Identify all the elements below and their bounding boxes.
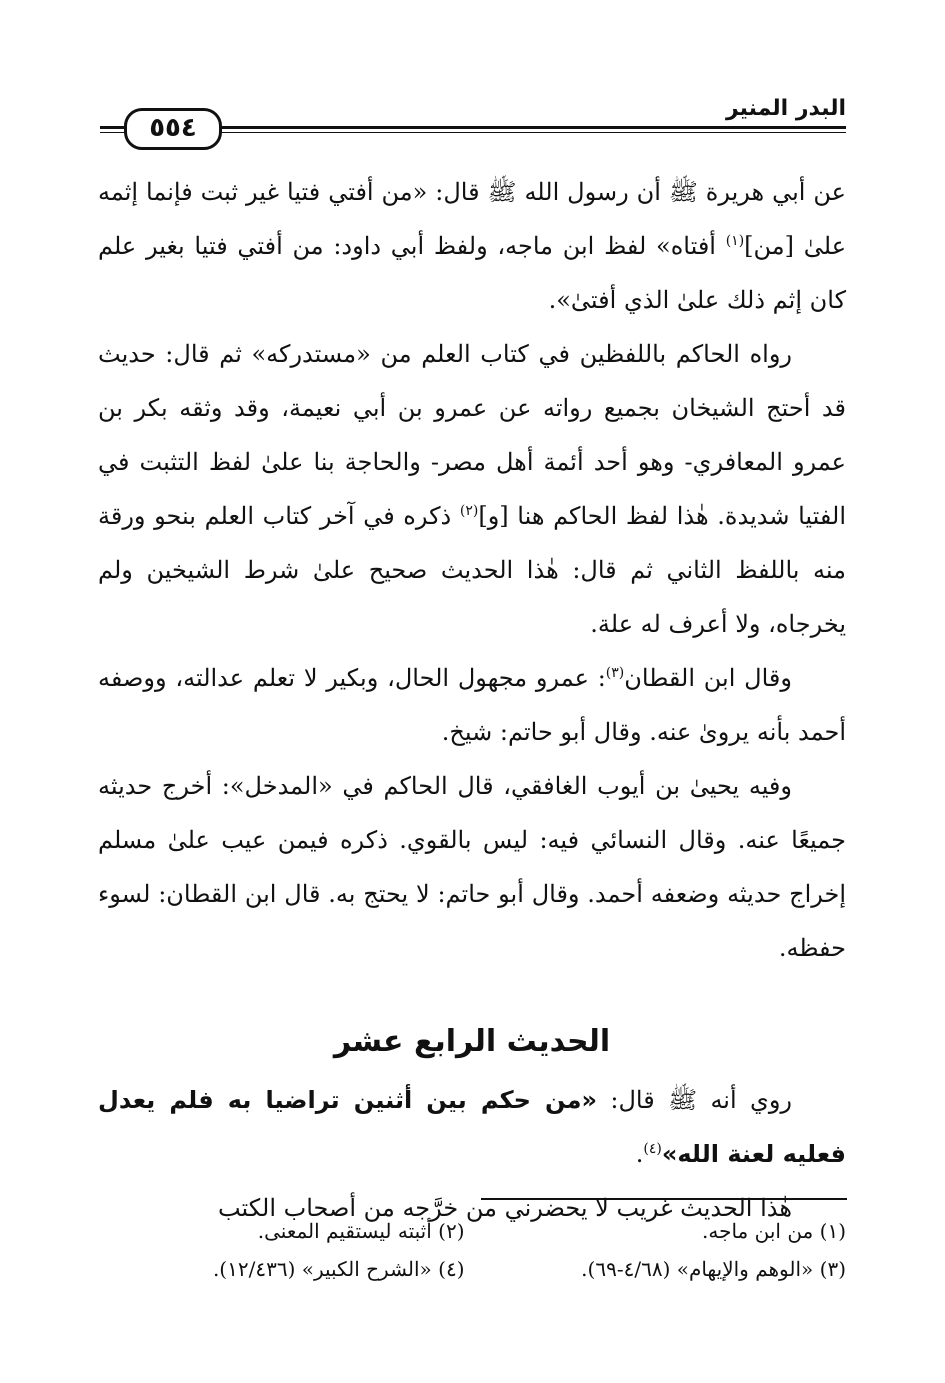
paragraph-3 xyxy=(98,651,846,759)
footnote-3: (٣) «الوهم والإيهام» (٤/٦٨-٦٩). xyxy=(581,1257,846,1281)
footnotes xyxy=(98,1212,846,1288)
footnote-ref: (١) xyxy=(725,233,745,249)
paragraph-text: . xyxy=(635,1140,644,1168)
section-heading: الحديث الرابع عشر xyxy=(333,1024,611,1059)
page-header xyxy=(100,92,846,152)
paragraph-text: وقال ابن القطان xyxy=(624,664,792,692)
page-number: ٥٥٤ xyxy=(124,108,222,150)
paragraph-1 xyxy=(98,165,846,327)
footnote-ref: (٢) xyxy=(459,503,479,519)
footnote-ref: (٣) xyxy=(605,665,625,681)
footnote-separator xyxy=(481,1198,847,1200)
paragraph-5 xyxy=(98,1073,846,1181)
paragraph-text: رواه الحاكم باللفظين في كتاب العلم من «مستدركه» ثم قال: حديث قد أحتج الشيخان بجميع رواته عن عمرو بن أبي نعيمة، وقد وثقه بكر بن عمرو المعافري- وهو أحد أئمة أهل مصر- والحاجة بنا علىٰ لفظ التثبت في الفتيا شديدة. هٰذا لفظ الحاكم هنا [و] xyxy=(98,340,847,530)
paragraph-6: هٰذا الحديث غريب لا يحضرني من خرَّجه من أصحاب الكتب xyxy=(217,1194,792,1222)
paragraph-4: وفيه يحيىٰ بن أيوب الغافقي، قال الحاكم في «المدخل»: أخرج حديثه جميعًا عنه. وقال النسائي فيه: ليس بالقوي. ذكره فيمن عيب علىٰ مسلم إخراج حديثه وضعفه أحمد. وقال أبو حاتم: لا يحتج به. قال ابن القطان: لسوء حفظه. xyxy=(98,772,846,962)
footnote-4: (٤) «الشرح الكبير» (١٢/٤٣٦). xyxy=(212,1257,465,1281)
paragraph-text: روي أنه ﷺ قال: xyxy=(596,1086,793,1114)
running-title: البدر المنير xyxy=(725,96,846,121)
page-body xyxy=(98,165,846,1235)
paragraph-text: ذكره في آخر كتاب العلم بنحو ورقة منه باللفظ الثاني ثم قال: هٰذا الحديث صحيح علىٰ شرط الشيخين ولم يخرجاه، ولا أعرف له علة. xyxy=(98,502,847,638)
paragraph-text: أفتاه» لفظ ابن ماجه، ولفظ أبي داود: من أفتي فتيا بغير علم كان إثم ذلك علىٰ الذي أفتىٰ». xyxy=(98,232,846,314)
paragraph-2 xyxy=(98,327,846,651)
hadith-text: «من حكم بين أثنين تراضيا به فلم يعدل فعليه لعنة الله» xyxy=(98,1086,846,1168)
footnote-ref: (٤) xyxy=(643,1141,662,1157)
paragraph-text: عن أبي هريرة ﷺ أن رسول الله ﷺ قال: «من أفتي فتيا غير ثبت فإنما إثمه علىٰ [من] xyxy=(98,178,847,260)
footnote-row xyxy=(98,1212,846,1250)
paragraph-text: : عمرو مجهول الحال، وبكير لا تعلم عدالته، ووصفه أحمد بأنه يروىٰ عنه. وقال أبو حاتم: شيخ. xyxy=(98,664,846,746)
footnote-row xyxy=(98,1250,846,1288)
footnote-2: (٢) أثبته ليستقيم المعنى. xyxy=(257,1219,465,1243)
footnote-1: (١) من ابن ماجه. xyxy=(702,1219,846,1243)
